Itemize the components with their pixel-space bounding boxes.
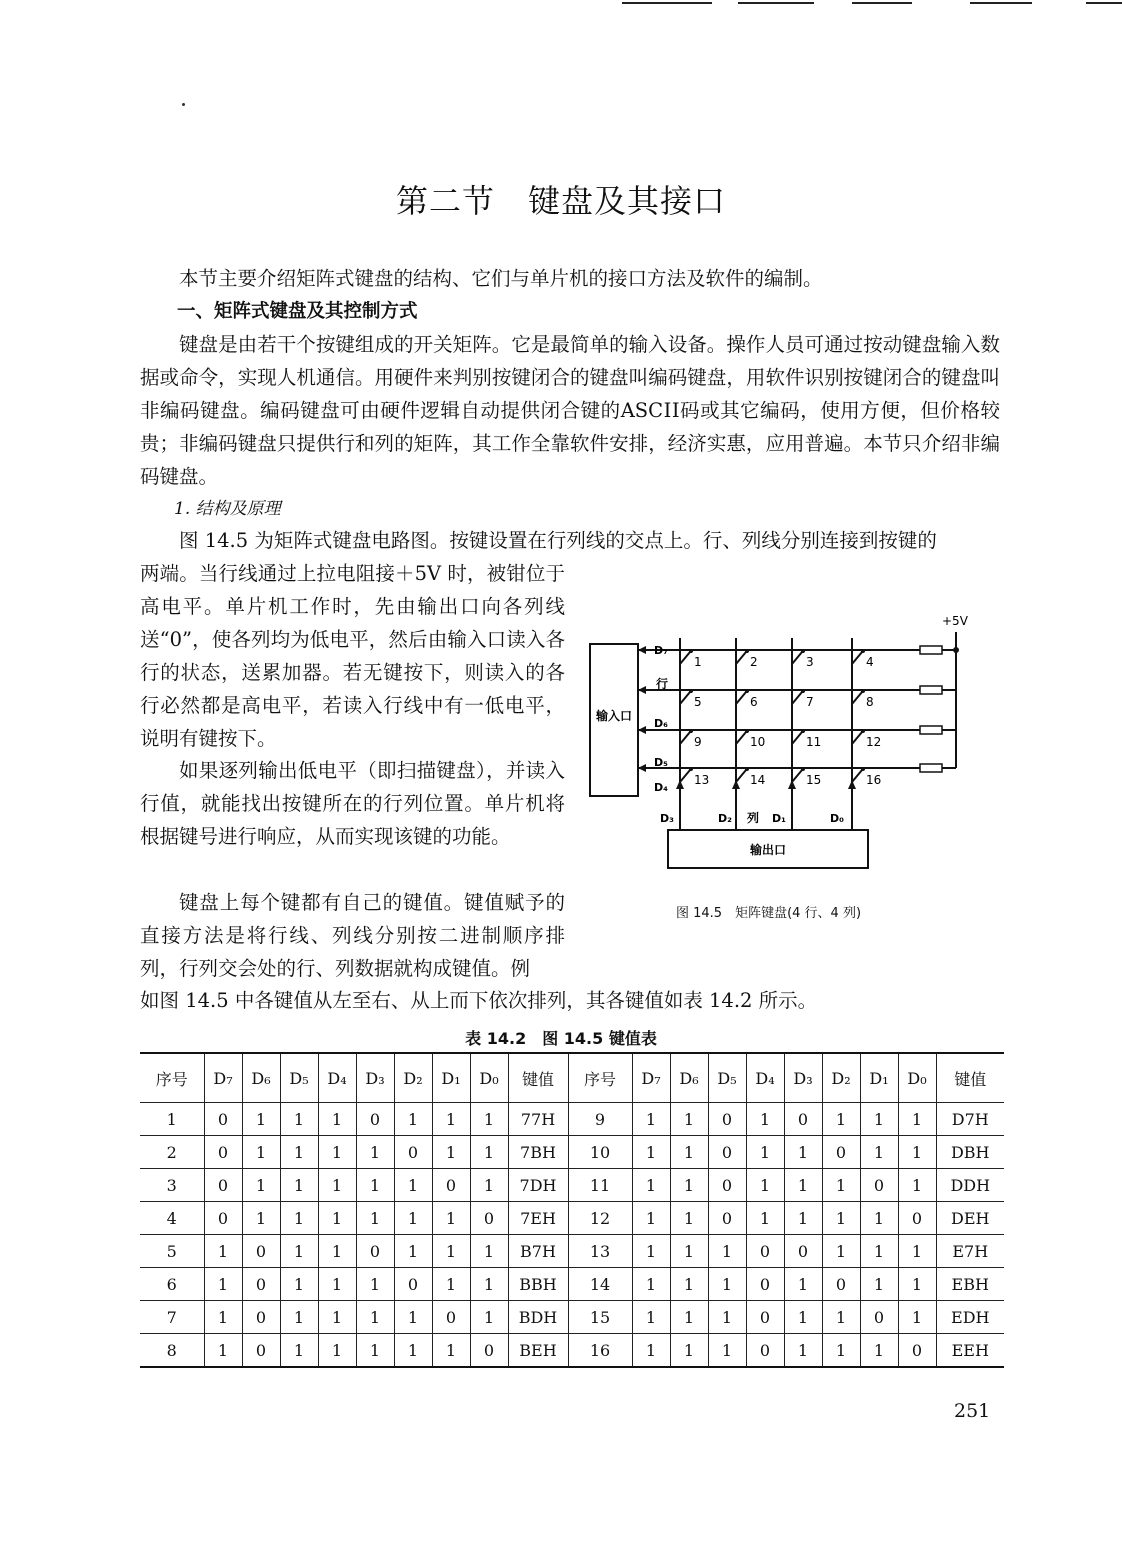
table-cell: 1 (822, 1202, 860, 1235)
table-cell: 0 (746, 1334, 784, 1368)
table-cell: 0 (822, 1136, 860, 1169)
pullup-resistor (920, 646, 942, 654)
table-cell: 15 (568, 1301, 632, 1334)
table-header-cell: D₅ (708, 1053, 746, 1103)
table-cell: 1 (860, 1235, 898, 1268)
table-cell: 0 (242, 1268, 280, 1301)
table-cell: 1 (670, 1235, 708, 1268)
table-row (140, 1334, 1004, 1368)
table-header-cell: D₇ (632, 1053, 670, 1103)
key-contact (689, 729, 693, 733)
key-switch (680, 770, 690, 782)
table-cell: BEH (508, 1334, 568, 1368)
table-cell: 0 (242, 1235, 280, 1268)
table-cell: 1 (784, 1334, 822, 1368)
table-header-cell: D₀ (470, 1053, 508, 1103)
table-cell: 1 (898, 1268, 936, 1301)
paragraph-structure-cont: 两端。当行线通过上拉电阻接＋5V 时，被钳位于高电平。单片机工作时，先由输出口向各列线送“0”，使各列均为低电平，然后由输入口读入各行的状态，送累加器。若无键按下，则读入的各行必然都是高电平，若读入行线中有一低电平，说明有键按下。 (140, 562, 565, 750)
col-word-label: 列 (747, 811, 760, 825)
table-cell: 1 (632, 1301, 670, 1334)
table-cell: 0 (470, 1202, 508, 1235)
table-cell: 5 (140, 1235, 204, 1268)
table-cell: 1 (280, 1136, 318, 1169)
table-cell: 8 (140, 1334, 204, 1368)
table-cell: 16 (568, 1334, 632, 1368)
table-cell: 0 (898, 1334, 936, 1368)
table-cell: 10 (568, 1136, 632, 1169)
table-cell: 1 (470, 1268, 508, 1301)
table-cell: 1 (394, 1334, 432, 1368)
table-cell: B7H (508, 1235, 568, 1268)
key-number: 14 (750, 773, 766, 787)
table-cell: 1 (394, 1103, 432, 1136)
table-cell: 0 (860, 1169, 898, 1202)
table-cell: 0 (784, 1235, 822, 1268)
table-cell: 77H (508, 1103, 568, 1136)
output-port-label: 输出口 (749, 843, 787, 857)
table-cell: EEH (936, 1334, 1004, 1368)
table-cell: 7DH (508, 1169, 568, 1202)
table-cell: 0 (860, 1301, 898, 1334)
table-cell: 1 (860, 1334, 898, 1368)
figure-caption: 图 14.5 矩阵键盘(4 行、4 列) (676, 906, 862, 921)
table-cell: 1 (746, 1136, 784, 1169)
table-cell: 1 (470, 1235, 508, 1268)
key-number: 3 (806, 655, 814, 669)
subsection-heading: 1. 结构及原理 (174, 499, 281, 519)
key-value-table (140, 1052, 1004, 1368)
table-header-row (140, 1053, 1004, 1103)
table-cell: 1 (822, 1169, 860, 1202)
table-cell: 1 (470, 1301, 508, 1334)
table-cell: 1 (356, 1301, 394, 1334)
table-cell: 0 (356, 1235, 394, 1268)
table-cell: 1 (204, 1268, 242, 1301)
key-contact (861, 649, 865, 653)
section-heading: 一、矩阵式键盘及其控制方式 (177, 301, 418, 322)
key-contact (801, 649, 805, 653)
table-cell: 1 (746, 1169, 784, 1202)
table-cell: E7H (936, 1235, 1004, 1268)
table-header-cell: D₀ (898, 1053, 936, 1103)
key-contact (745, 729, 749, 733)
top-scan-rules (620, 0, 1122, 6)
matrix-keyboard-figure (584, 608, 984, 878)
table-cell: 1 (670, 1202, 708, 1235)
key-switch (792, 692, 802, 704)
key-number: 10 (750, 735, 766, 749)
table-row (140, 1169, 1004, 1202)
column-label: D₃ (660, 812, 674, 825)
key-switch (852, 692, 862, 704)
table-row (140, 1235, 1004, 1268)
paragraph-keyboard-types: 键盘是由若干个按键组成的开关矩阵。它是最简单的输入设备。操作人员可通过按动键盘输入数据或命令，实现人机通信。用硬件来判别按键闭合的键盘叫编码键盘，用软件识别按键闭合的键盘叫非编码键盘。编码键盘可由硬件逻辑自动提供闭合键的ASCⅠⅠ码或其它编码，使用方便，但价格较贵；非编码键盘只提供行和列的矩阵，其工作全靠软件安排，经济实惠，应用普遍。本节只介绍非编码键盘。 (140, 333, 1000, 488)
table-row (140, 1301, 1004, 1334)
table-cell: 0 (470, 1334, 508, 1368)
table-cell: 11 (568, 1169, 632, 1202)
table-cell: 1 (432, 1235, 470, 1268)
pullup-resistor (920, 764, 942, 772)
table-row (140, 1136, 1004, 1169)
table-cell: 7EH (508, 1202, 568, 1235)
row-arrow (638, 646, 646, 654)
table-cell: 1 (898, 1301, 936, 1334)
table-cell: 7 (140, 1301, 204, 1334)
key-switch (792, 732, 802, 744)
table-cell: 1 (204, 1334, 242, 1368)
input-port-label: 输入口 (595, 709, 633, 723)
key-switch (736, 652, 746, 664)
table-cell: 1 (746, 1202, 784, 1235)
table-cell: 1 (670, 1334, 708, 1368)
row-label: D₄ (654, 781, 668, 794)
table-cell: 1 (204, 1301, 242, 1334)
table-cell: 1 (632, 1334, 670, 1368)
table-header-cell: D₄ (746, 1053, 784, 1103)
paragraph-key-values: 键盘上每个键都有自己的键值。键值赋予的直接方法是将行线、列线分别按二进制顺序排列，行列交会处的行、列数据就构成键值。例 (140, 891, 565, 980)
table-cell: 1 (280, 1301, 318, 1334)
table-cell: 4 (140, 1202, 204, 1235)
table-header-cell: D₄ (318, 1053, 356, 1103)
table-cell: 0 (394, 1136, 432, 1169)
table-cell: 1 (356, 1136, 394, 1169)
table-cell: 1 (822, 1235, 860, 1268)
table-cell: 0 (242, 1334, 280, 1368)
table-cell: 1 (394, 1301, 432, 1334)
key-switch (736, 770, 746, 782)
row-label: D₇ (654, 644, 668, 657)
table-cell: 0 (822, 1268, 860, 1301)
table-cell: 1 (670, 1169, 708, 1202)
table-cell: 1 (898, 1235, 936, 1268)
page-title: 第二节 键盘及其接口 (395, 182, 726, 220)
table-cell: 1 (784, 1268, 822, 1301)
key-contact (801, 767, 805, 771)
table-cell: 0 (708, 1169, 746, 1202)
paragraph-structure-line1: 图 14.5 为矩阵式键盘电路图。按键设置在行列线的交点上。行、列线分别连接到按键的 (179, 529, 937, 552)
table-cell: 0 (356, 1103, 394, 1136)
table-cell: 1 (432, 1202, 470, 1235)
table-cell: 0 (708, 1202, 746, 1235)
table-cell: 1 (356, 1169, 394, 1202)
table-cell: 1 (822, 1103, 860, 1136)
table-cell: 1 (670, 1268, 708, 1301)
column-label: D₂ (718, 812, 732, 825)
key-number: 11 (806, 735, 822, 749)
table-cell: 1 (318, 1202, 356, 1235)
table-cell: 0 (746, 1235, 784, 1268)
column-label: D₁ (772, 812, 786, 825)
table-cell: 1 (242, 1202, 280, 1235)
table-cell: 1 (280, 1268, 318, 1301)
table-header-cell: D₂ (394, 1053, 432, 1103)
table-cell: 1 (280, 1202, 318, 1235)
key-contact (801, 689, 805, 693)
table-cell: 0 (708, 1103, 746, 1136)
table-cell: 1 (204, 1235, 242, 1268)
table-cell: 1 (140, 1103, 204, 1136)
key-switch (680, 732, 690, 744)
supply-label: +5V (942, 614, 968, 628)
table-cell: 1 (822, 1334, 860, 1368)
table-cell: 1 (280, 1169, 318, 1202)
table-cell: DDH (936, 1169, 1004, 1202)
table-cell: 1 (432, 1136, 470, 1169)
table-cell: 0 (204, 1103, 242, 1136)
key-number: 4 (866, 655, 874, 669)
key-contact (689, 689, 693, 693)
table-cell: 1 (318, 1235, 356, 1268)
key-number: 7 (806, 695, 814, 709)
table-row (140, 1202, 1004, 1235)
row-label: D₆ (654, 717, 668, 730)
table-cell: 1 (898, 1136, 936, 1169)
table-cell: 1 (860, 1103, 898, 1136)
table-cell: 1 (470, 1136, 508, 1169)
key-switch (852, 770, 862, 782)
table-cell: D7H (936, 1103, 1004, 1136)
table-cell: 0 (204, 1202, 242, 1235)
table-cell: 1 (432, 1334, 470, 1368)
table-cell: 14 (568, 1268, 632, 1301)
table-cell: 1 (280, 1334, 318, 1368)
table-cell: 1 (356, 1268, 394, 1301)
table-cell: 1 (784, 1202, 822, 1235)
table-cell: 0 (432, 1169, 470, 1202)
pullup-resistor (920, 726, 942, 734)
table-header-cell: 键值 (508, 1053, 568, 1103)
table-header-cell: D₇ (204, 1053, 242, 1103)
key-number: 13 (694, 773, 710, 787)
table-cell: 1 (394, 1235, 432, 1268)
table-cell: 1 (470, 1169, 508, 1202)
table-row (140, 1268, 1004, 1301)
table-cell: 1 (898, 1103, 936, 1136)
row-label: D₅ (654, 756, 668, 769)
table-cell: 1 (708, 1301, 746, 1334)
intro-paragraph: 本节主要介绍矩阵式键盘的结构、它们与单片机的接口方法及软件的编制。 (179, 267, 823, 290)
table-cell: 0 (432, 1301, 470, 1334)
key-number: 12 (866, 735, 882, 749)
table-cell: 1 (356, 1334, 394, 1368)
table-cell: 1 (632, 1169, 670, 1202)
table-header-cell: D₃ (784, 1053, 822, 1103)
table-cell: 1 (708, 1268, 746, 1301)
key-switch (736, 732, 746, 744)
table-cell: 12 (568, 1202, 632, 1235)
key-number: 6 (750, 695, 758, 709)
key-contact (861, 689, 865, 693)
table-cell: 0 (898, 1202, 936, 1235)
table-cell: 0 (708, 1136, 746, 1169)
paragraph-scanning: 如果逐列输出低电平（即扫描键盘），并读入行值，就能找出按键所在的行列位置。单片机将根据键号进行响应，从而实现该键的功能。 (140, 759, 565, 848)
pullup-resistor (920, 686, 942, 694)
table-cell: BDH (508, 1301, 568, 1334)
table-cell: 6 (140, 1268, 204, 1301)
row-arrow (638, 686, 646, 694)
key-contact (689, 649, 693, 653)
table-cell: 1 (470, 1103, 508, 1136)
table-cell: 1 (318, 1301, 356, 1334)
table-header-cell: D₆ (242, 1053, 280, 1103)
table-cell: 0 (204, 1169, 242, 1202)
table-cell: 1 (432, 1268, 470, 1301)
table-cell: 3 (140, 1169, 204, 1202)
table-cell: 1 (822, 1301, 860, 1334)
paragraph-key-values-end: 如图 14.5 中各键值从左至右、从上而下依次排列，其各键值如表 14.2 所示。 (140, 989, 818, 1012)
table-header-cell: D₃ (356, 1053, 394, 1103)
table-cell: 0 (784, 1103, 822, 1136)
table-cell: 1 (242, 1136, 280, 1169)
key-switch (852, 732, 862, 744)
key-switch (792, 652, 802, 664)
table-cell: 1 (394, 1169, 432, 1202)
key-contact (745, 689, 749, 693)
table-header-cell: D₁ (860, 1053, 898, 1103)
column-lines (676, 638, 856, 830)
table-cell: 1 (708, 1235, 746, 1268)
table-cell: 1 (670, 1103, 708, 1136)
table-header-cell: D₅ (280, 1053, 318, 1103)
table-cell: 1 (318, 1268, 356, 1301)
table-cell: 0 (242, 1301, 280, 1334)
table-cell: 1 (670, 1301, 708, 1334)
row-lines (638, 646, 956, 772)
table-title: 表 14.2 图 14.5 键值表 (465, 1029, 657, 1048)
table-cell: DEH (936, 1202, 1004, 1235)
table-cell: 1 (356, 1202, 394, 1235)
table-cell: 1 (632, 1268, 670, 1301)
key-number: 15 (806, 773, 822, 787)
key-number: 2 (750, 655, 758, 669)
table-cell: 1 (632, 1202, 670, 1235)
key-switch (736, 692, 746, 704)
table-cell: 1 (318, 1103, 356, 1136)
table-cell: 0 (204, 1136, 242, 1169)
table-cell: 1 (632, 1103, 670, 1136)
table-cell: 0 (746, 1301, 784, 1334)
table-cell: 1 (242, 1103, 280, 1136)
table-cell: 7BH (508, 1136, 568, 1169)
table-cell: 1 (784, 1136, 822, 1169)
table-cell: 1 (708, 1334, 746, 1368)
table-cell: EBH (936, 1268, 1004, 1301)
table-cell: 1 (432, 1103, 470, 1136)
table-header-cell: 序号 (140, 1053, 204, 1103)
table-header-cell: 键值 (936, 1053, 1004, 1103)
key-number: 1 (694, 655, 702, 669)
table-row (140, 1103, 1004, 1136)
row-arrow (638, 726, 646, 734)
table-cell: 1 (860, 1136, 898, 1169)
table-cell: BBH (508, 1268, 568, 1301)
table-cell: 1 (318, 1334, 356, 1368)
table-cell: 1 (784, 1301, 822, 1334)
page-number: 251 (954, 1400, 991, 1422)
table-cell: 1 (898, 1169, 936, 1202)
table-cell: 1 (860, 1202, 898, 1235)
table-header-cell: D₁ (432, 1053, 470, 1103)
table-cell: 1 (746, 1103, 784, 1136)
table-cell: 9 (568, 1103, 632, 1136)
table-cell: 1 (280, 1235, 318, 1268)
key-switch (680, 652, 690, 664)
key-number: 8 (866, 695, 874, 709)
key-switch (852, 652, 862, 664)
table-cell: 13 (568, 1235, 632, 1268)
row-word-label: 行 (656, 677, 669, 691)
key-number: 5 (694, 695, 702, 709)
table-cell: 1 (860, 1268, 898, 1301)
table-cell: 1 (670, 1136, 708, 1169)
key-switch (792, 770, 802, 782)
key-contact (745, 767, 749, 771)
table-cell: 1 (318, 1169, 356, 1202)
table-cell: 1 (242, 1169, 280, 1202)
key-number: 16 (866, 773, 882, 787)
key-contact (801, 729, 805, 733)
table-header-cell: 序号 (568, 1053, 632, 1103)
table-header-cell: D₂ (822, 1053, 860, 1103)
table-cell: 2 (140, 1136, 204, 1169)
row-arrow (638, 764, 646, 772)
table-cell: 1 (784, 1169, 822, 1202)
table-cell: 0 (746, 1268, 784, 1301)
table-cell: 1 (394, 1202, 432, 1235)
key-contact (861, 767, 865, 771)
key-number: 9 (694, 735, 702, 749)
key-contact (745, 649, 749, 653)
table-cell: 0 (394, 1268, 432, 1301)
key-switch (680, 692, 690, 704)
table-cell: EDH (936, 1301, 1004, 1334)
table-header-cell: D₆ (670, 1053, 708, 1103)
table-cell: 1 (318, 1136, 356, 1169)
scan-speck (182, 103, 185, 106)
key-contact (861, 729, 865, 733)
table-cell: 1 (632, 1235, 670, 1268)
table-cell: 1 (632, 1136, 670, 1169)
table-cell: DBH (936, 1136, 1004, 1169)
column-label: D₀ (830, 812, 844, 825)
key-contact (689, 767, 693, 771)
table-cell: 1 (280, 1103, 318, 1136)
